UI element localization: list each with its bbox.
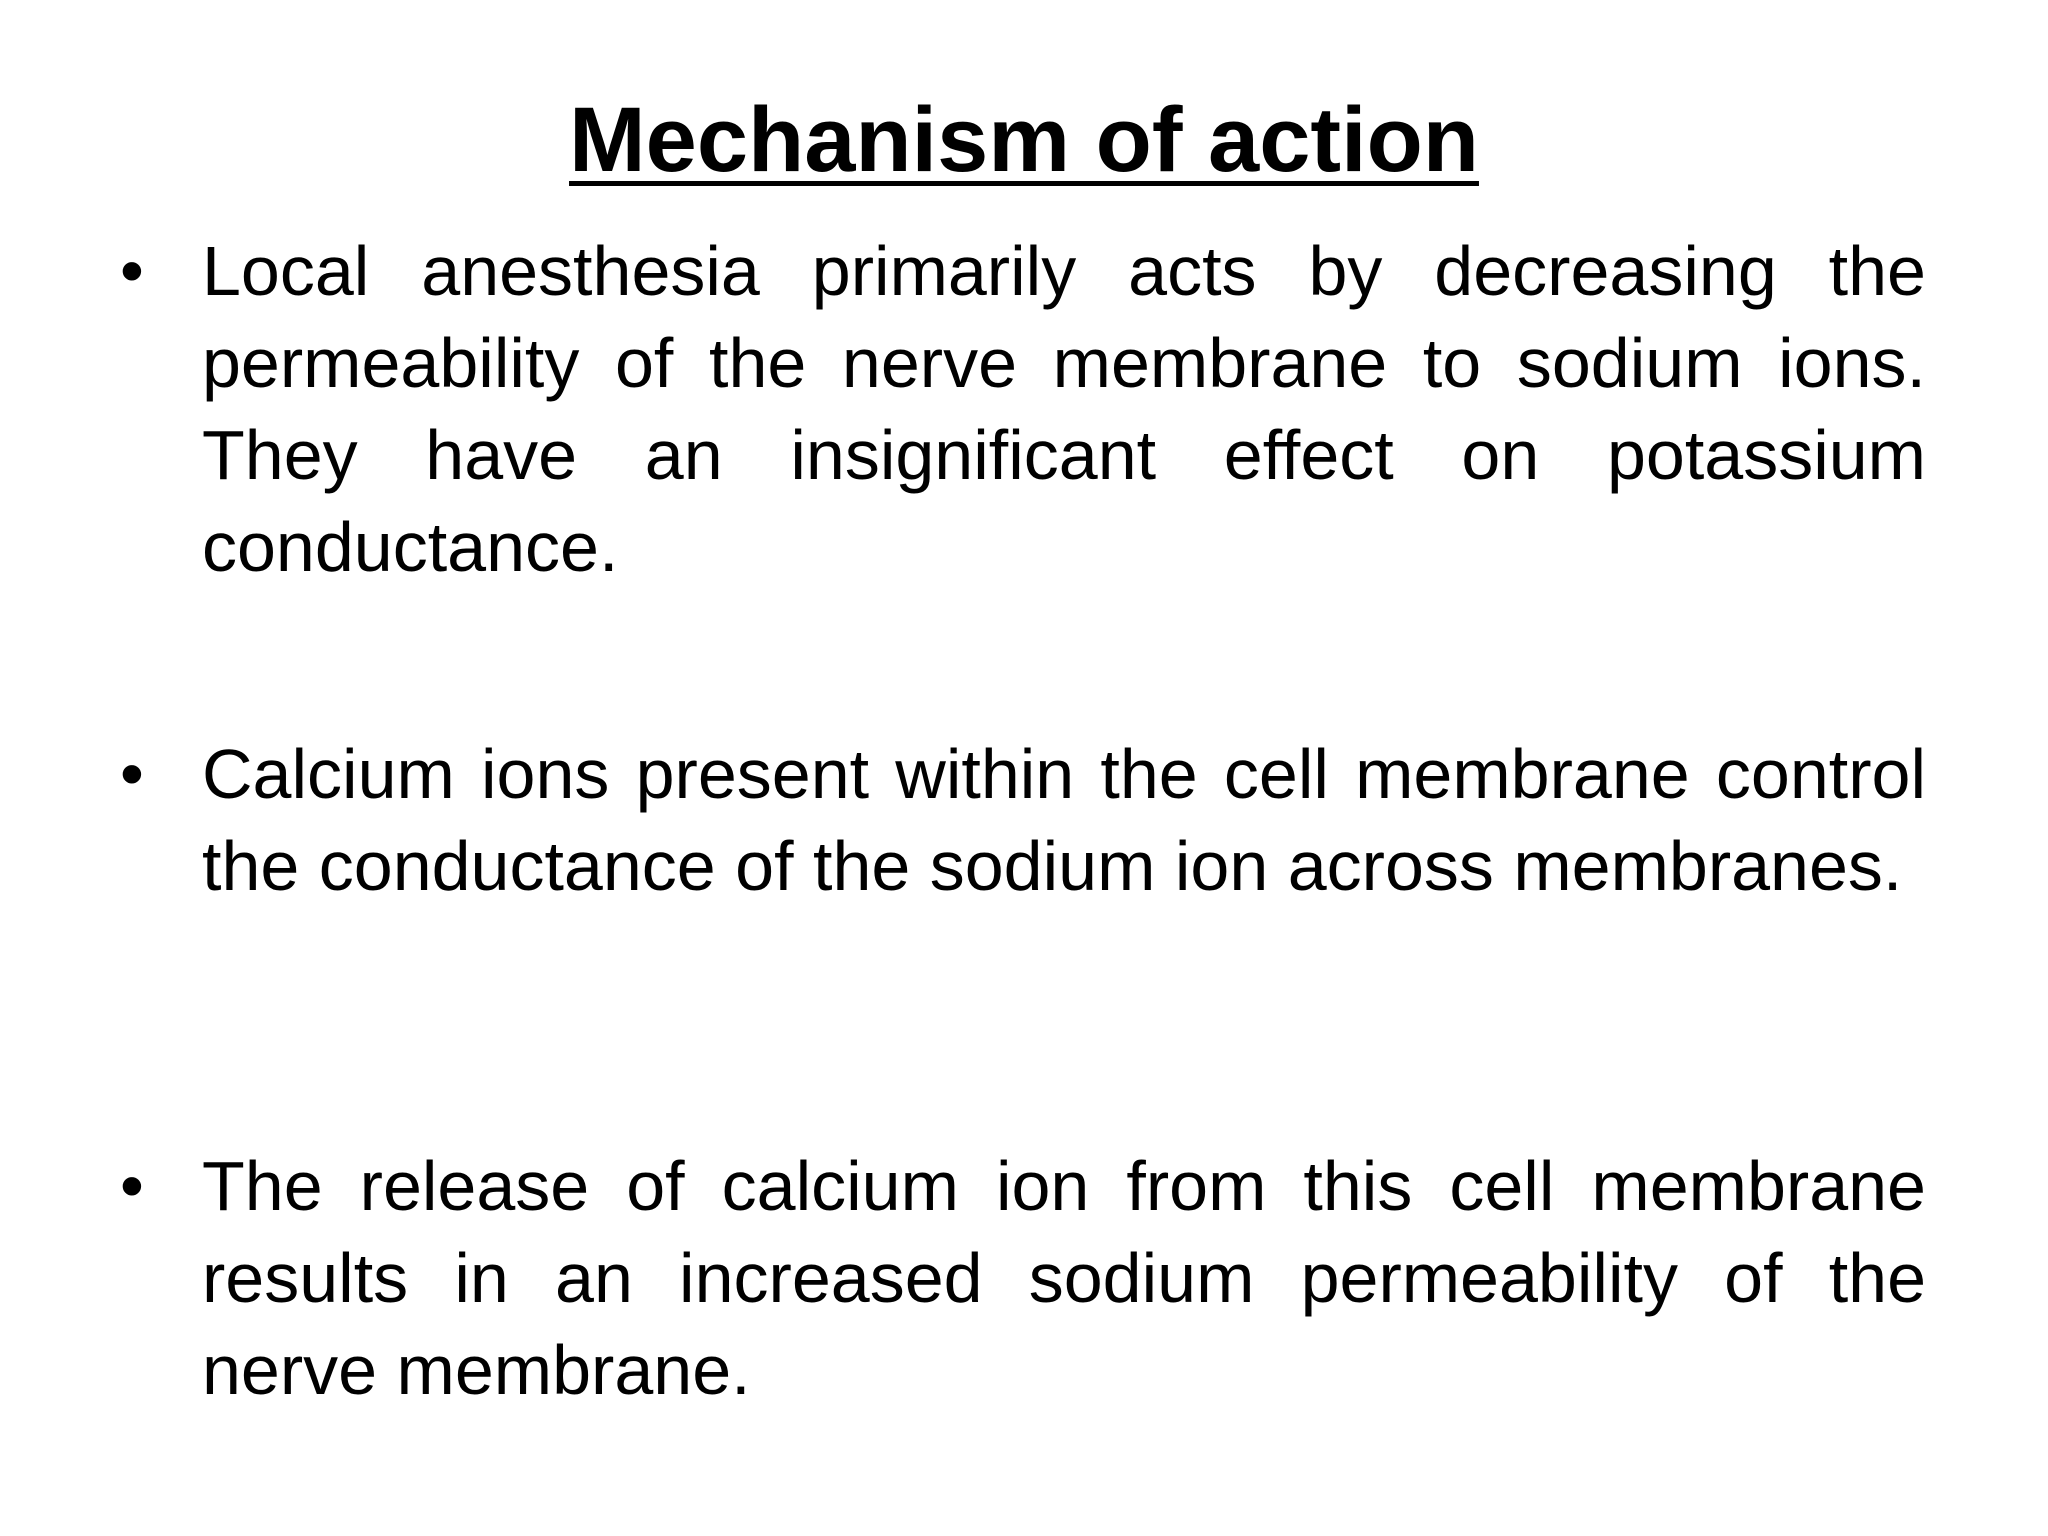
bullet-text: Local anesthesia primarily acts by decreasing the permeability of the nerve membrane to sodium ions. They have an insignificant effect on potassium conductance.	[202, 232, 1926, 586]
slide-title	[0, 80, 2048, 200]
bullet-icon: •	[120, 233, 144, 309]
slide-title-text: Mechanism of action	[569, 89, 1479, 191]
bullet-text: The release of calcium ion from this cell membrane results in an increased sodium permeability of the nerve membrane.	[202, 1147, 1926, 1409]
bullet-icon: •	[120, 1148, 144, 1224]
bullet-icon: •	[120, 736, 144, 812]
bullet-text: Calcium ions present within the cell membrane control the conductance of the sodium ion across membranes.	[202, 735, 1926, 905]
